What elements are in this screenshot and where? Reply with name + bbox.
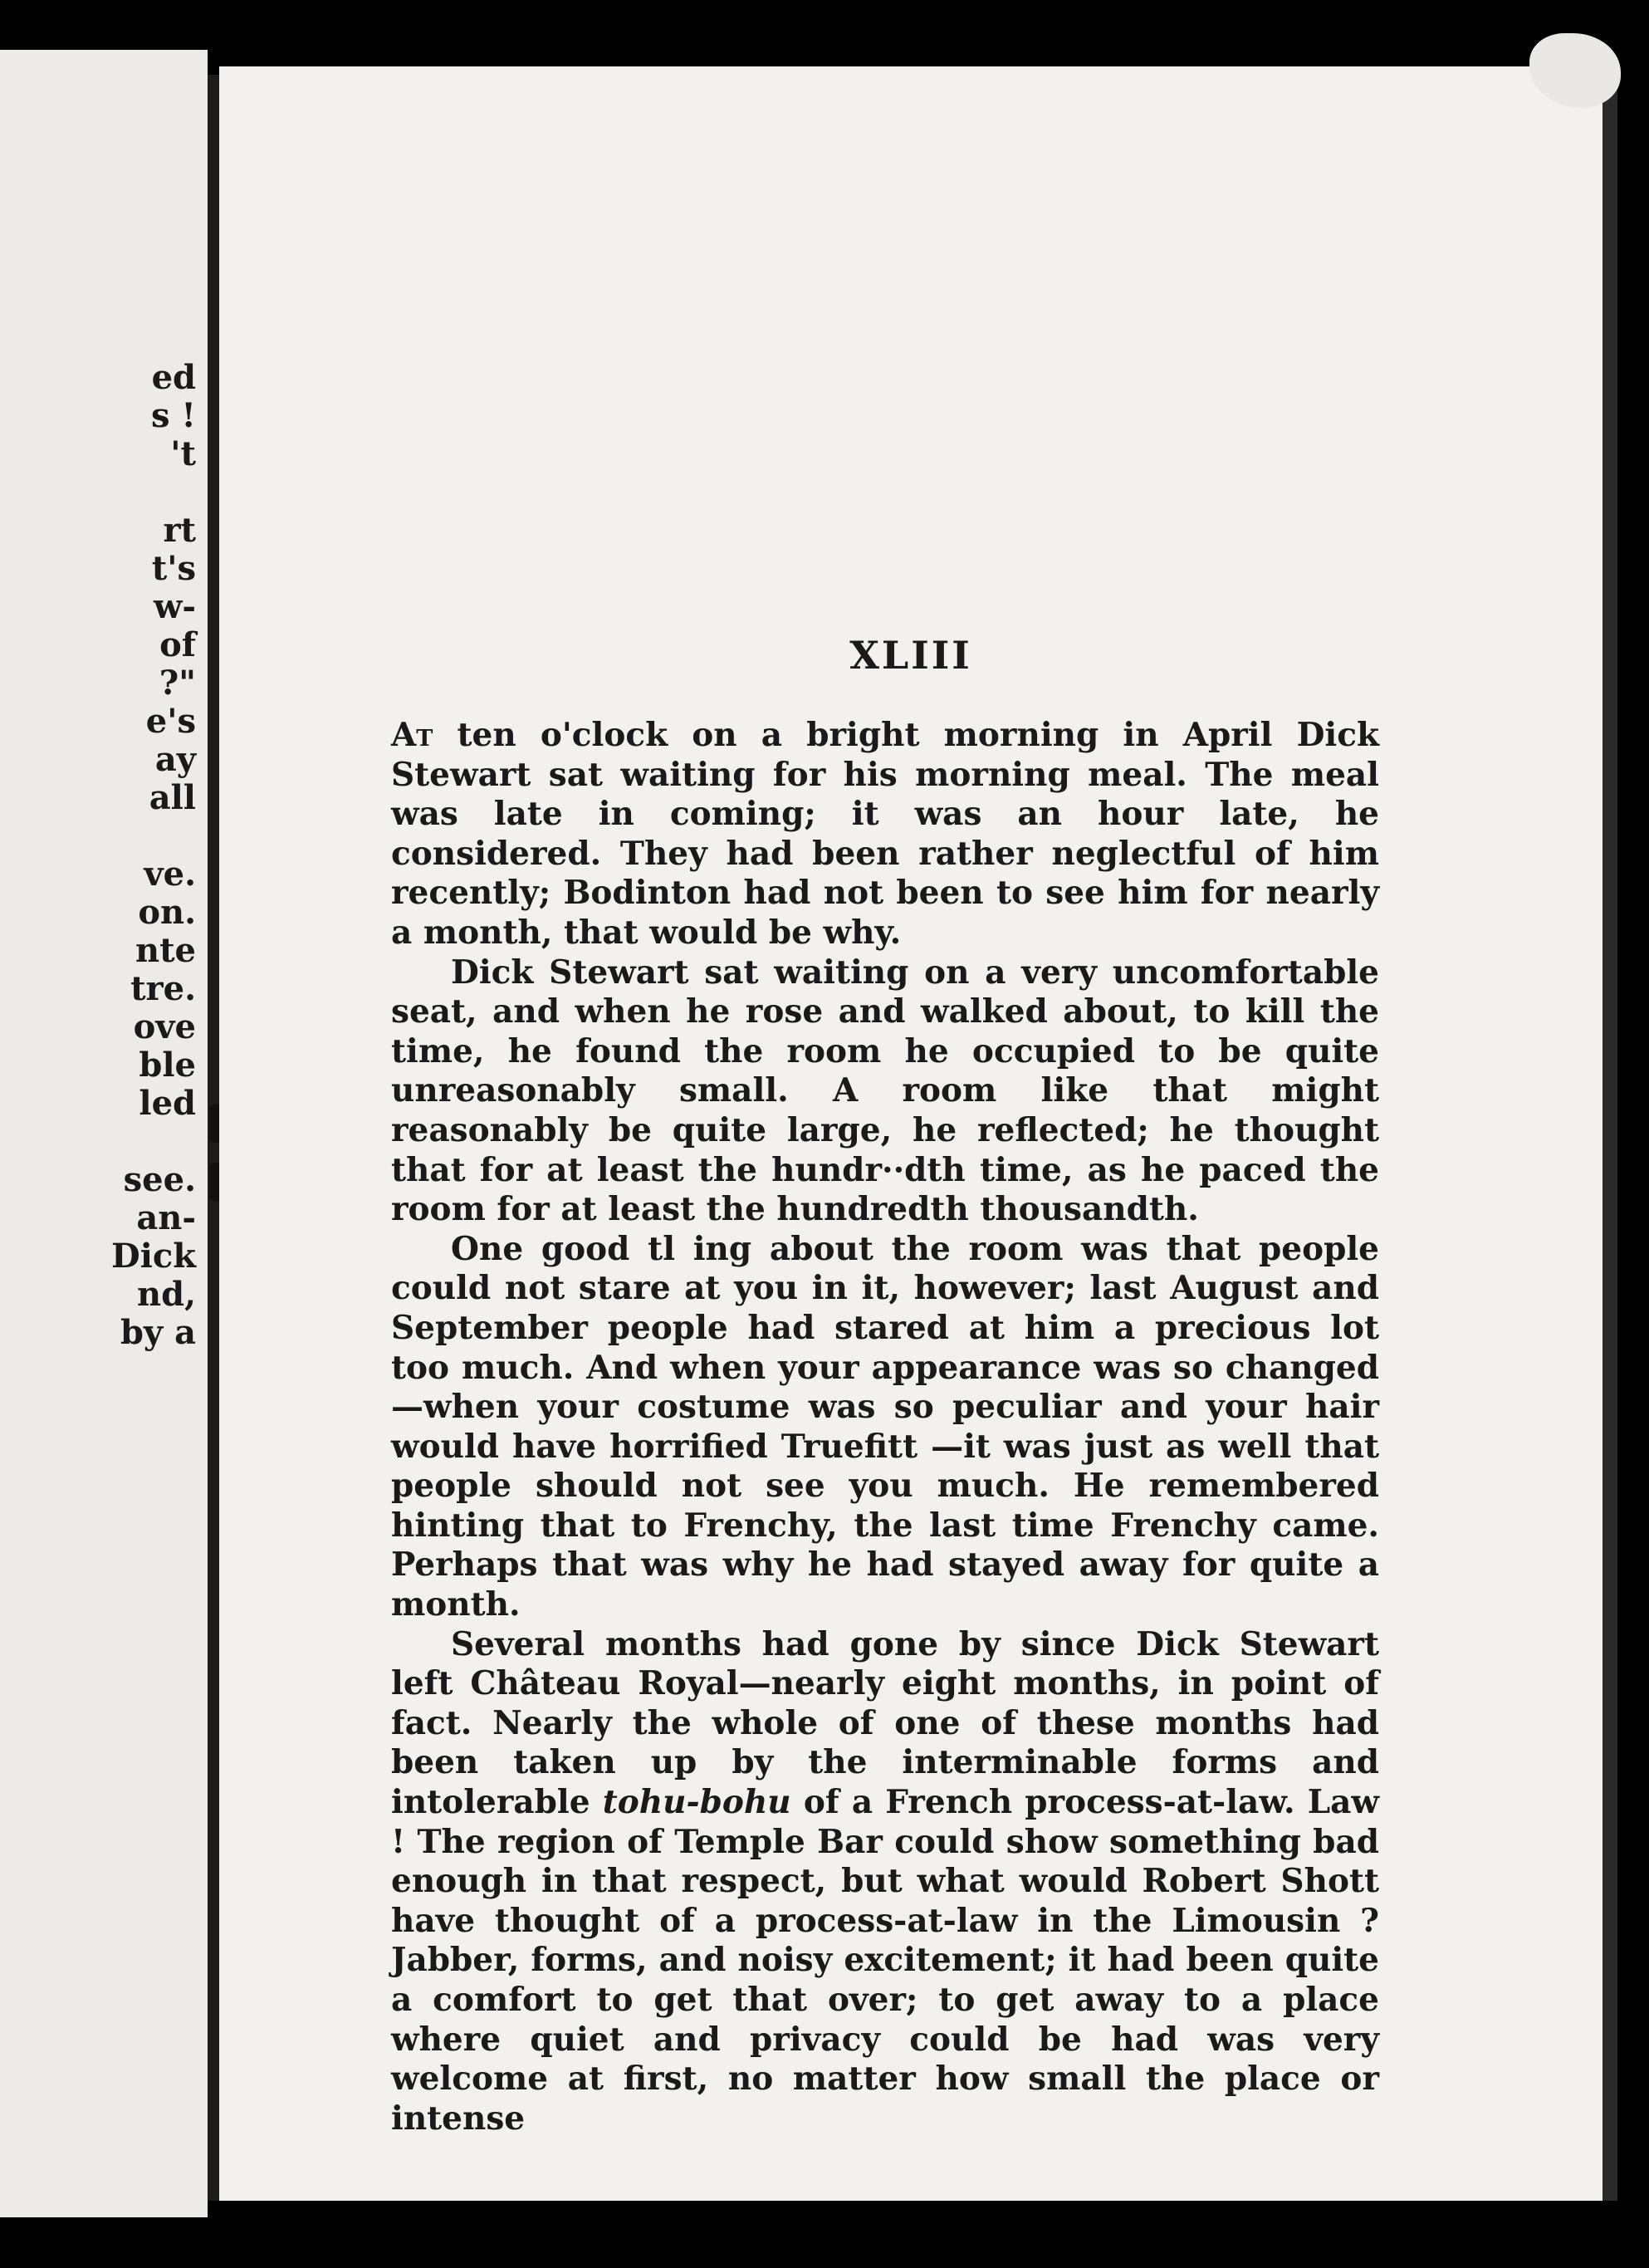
paragraph-text: Several months had gone by since Dick Stewart left Château Royal—nearly eight months, in point of fact. Nearly the whole of one of these months had been taken up by the interminable forms and intolerable [391, 1624, 1379, 1822]
left-fragment: an- [136, 1198, 196, 1237]
left-fragment: by a [120, 1313, 196, 1352]
left-fragment: w- [153, 587, 196, 626]
paragraph [391, 1230, 1379, 1625]
left-fragment: ble [139, 1046, 196, 1085]
opening-word: At [391, 716, 433, 754]
paragraph-text: ten o'clock on a bright morning in April Dick Stewart sat waiting for his morning meal. The meal was late in coming; it was an hour late, he considered. They had been rather neglectful of him recently; Bodinton had not been to see him for nearly a month, that would be why. [391, 716, 1379, 952]
left-fragment: led [139, 1084, 196, 1123]
left-fragment: of [159, 625, 196, 664]
left-fragment: 't [170, 434, 196, 473]
left-fragment: rt [163, 511, 196, 550]
left-fragment: nte [135, 931, 196, 970]
paragraph [391, 1625, 1379, 2139]
left-fragment: on. [138, 893, 196, 932]
paragraph-text: Dick Stewart sat waiting on a very uncomfortable seat, and when he rose and walked about, to kill the time, he found the room he occupied to be quite unreasonably small. A room like that might reasonably be quite large, he reflected; he thought that for at least the hundr··dth time, as he paced the room for at least the hundredth thousandth. [391, 953, 1379, 1229]
left-fragment: e's [145, 702, 196, 741]
left-fragment: s ! [150, 396, 196, 435]
italic-phrase: tohu-bohu [602, 1783, 791, 1822]
paragraph [391, 716, 1379, 953]
chapter-body [391, 716, 1379, 2138]
left-page-fragment [0, 50, 208, 2217]
left-fragment: nd, [137, 1275, 196, 1314]
left-fragment: tre. [130, 969, 196, 1008]
left-fragment: ed [151, 358, 196, 397]
paragraph-text: One good tl ing about the room was that people could not stare at you in it, however; last August and September people had stared at him a precious lot too much. And when your appearance was so changed—when your costume was so peculiar and your hair would have horrified Truefitt —it was just as well that people should not see you much. He remembered hinting that to Frenchy, the last time Frenchy came. Perhaps that was why he had stayed away for quite a month. [391, 1229, 1379, 1624]
left-fragment: Dick [111, 1237, 196, 1276]
left-fragment: ve. [144, 855, 196, 894]
left-fragment: ove [133, 1007, 196, 1046]
page-edge [1603, 75, 1617, 2201]
left-fragment: see. [123, 1160, 196, 1199]
left-fragment: all [149, 778, 196, 817]
paragraph [391, 953, 1379, 1230]
chapter-heading: XLIII [849, 633, 972, 678]
left-fragment: ?" [159, 664, 196, 703]
left-fragment: t's [151, 549, 196, 588]
book-page [219, 66, 1603, 2201]
paragraph-text: of a French process-at-law. Law ! The region of Temple Bar could show something bad enough in that respect, but what would Robert Shott have thought of a process-at-law in the Limousin ? Jabber, forms, and noisy excitement; it had been quite a comfort to get that over; to get away to a place where quiet and privacy could be had was very welcome at first, no matter how small the place or intense [391, 1783, 1379, 2138]
left-fragment: ay [154, 740, 196, 779]
